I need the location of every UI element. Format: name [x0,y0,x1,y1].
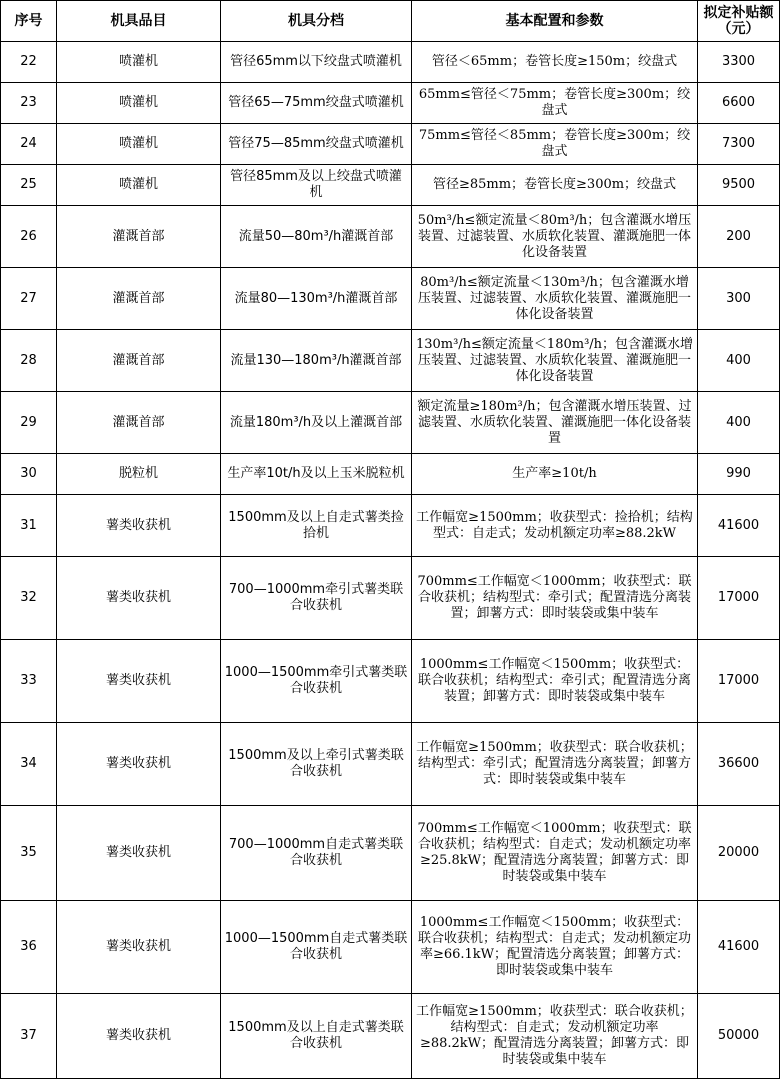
cell-no: 30 [1,454,57,495]
cell-no: 24 [1,124,57,165]
cell-subsidy: 20000 [698,806,780,901]
cell-grade: 管径75—85mm绞盘式喷灌机 [221,124,412,165]
table-row [1,557,780,640]
cell-grade: 1500mm及以上自走式薯类联合收获机 [221,994,412,1079]
cell-subsidy: 7300 [698,124,780,165]
table-row [1,206,780,268]
cell-spec: 工作幅宽≥1500mm；收获型式：联合收获机；结构型式：牵引式；配置清选分离装置；卸薯方式：即时装袋或集中装车 [412,723,698,806]
cell-no: 36 [1,901,57,994]
cell-spec: 额定流量≥180m³/h；包含灌溉水增压装置、过滤装置、水质软化装置、灌溉施肥一体化设备装置 [412,392,698,454]
cell-item: 脱粒机 [57,454,221,495]
cell-grade: 管径65mm以下绞盘式喷灌机 [221,42,412,83]
cell-spec: 50m³/h≤额定流量＜80m³/h；包含灌溉水增压装置、过滤装置、水质软化装置、灌溉施肥一体化设备装置 [412,206,698,268]
cell-grade: 1500mm及以上自走式薯类捡拾机 [221,495,412,557]
cell-grade: 流量50—80m³/h灌溉首部 [221,206,412,268]
table-row [1,901,780,994]
cell-no: 23 [1,83,57,124]
cell-no: 31 [1,495,57,557]
header-subsidy: 拟定补贴额（元） [698,1,780,42]
table-row [1,83,780,124]
cell-item: 喷灌机 [57,42,221,83]
table-row [1,454,780,495]
header-grade: 机具分档 [221,1,412,42]
cell-subsidy: 400 [698,392,780,454]
cell-subsidy: 6600 [698,83,780,124]
cell-subsidy: 41600 [698,901,780,994]
cell-spec: 130m³/h≤额定流量＜180m³/h；包含灌溉水增压装置、过滤装置、水质软化装置、灌溉施肥一体化设备装置 [412,330,698,392]
cell-grade: 700—1000mm牵引式薯类联合收获机 [221,557,412,640]
cell-item: 灌溉首部 [57,206,221,268]
cell-no: 28 [1,330,57,392]
cell-subsidy: 990 [698,454,780,495]
cell-spec: 1000mm≤工作幅宽＜1500mm；收获型式：联合收获机；结构型式：自走式；发动机额定功率≥66.1kW；配置清选分离装置；卸薯方式：即时装袋或集中装车 [412,901,698,994]
table-row [1,42,780,83]
cell-grade: 生产率10t/h及以上玉米脱粒机 [221,454,412,495]
cell-subsidy: 400 [698,330,780,392]
cell-subsidy: 36600 [698,723,780,806]
cell-item: 薯类收获机 [57,806,221,901]
cell-item: 灌溉首部 [57,330,221,392]
cell-item: 薯类收获机 [57,994,221,1079]
cell-spec: 工作幅宽≥1500mm；收获型式：捡拾机；结构型式：自走式；发动机额定功率≥88.2kW [412,495,698,557]
cell-no: 34 [1,723,57,806]
cell-spec: 700mm≤工作幅宽＜1000mm；收获型式：联合收获机；结构型式：自走式；发动机额定功率≥25.8kW；配置清选分离装置；卸薯方式：即时装袋或集中装车 [412,806,698,901]
cell-spec: 700mm≤工作幅宽＜1000mm；收获型式：联合收获机；结构型式：牵引式；配置清选分离装置；卸薯方式：即时装袋或集中装车 [412,557,698,640]
cell-spec: 80m³/h≤额定流量＜130m³/h；包含灌溉水增压装置、过滤装置、水质软化装置、灌溉施肥一体化设备装置 [412,268,698,330]
cell-no: 27 [1,268,57,330]
cell-subsidy: 17000 [698,557,780,640]
cell-no: 22 [1,42,57,83]
table-row [1,994,780,1079]
table-row [1,392,780,454]
cell-grade: 流量130—180m³/h灌溉首部 [221,330,412,392]
cell-grade: 1000—1500mm牵引式薯类联合收获机 [221,640,412,723]
cell-spec: 管径＜65mm；卷管长度≥150m；绞盘式 [412,42,698,83]
cell-grade: 流量180m³/h及以上灌溉首部 [221,392,412,454]
cell-no: 25 [1,165,57,206]
cell-item: 灌溉首部 [57,268,221,330]
cell-item: 薯类收获机 [57,723,221,806]
table-row [1,268,780,330]
cell-item: 薯类收获机 [57,640,221,723]
header-no: 序号 [1,1,57,42]
cell-grade: 管径65—75mm绞盘式喷灌机 [221,83,412,124]
cell-spec: 1000mm≤工作幅宽＜1500mm；收获型式：联合收获机；结构型式：牵引式；配置清选分离装置；卸薯方式：即时装袋或集中装车 [412,640,698,723]
cell-spec: 生产率≥10t/h [412,454,698,495]
cell-item: 喷灌机 [57,124,221,165]
table-row [1,640,780,723]
cell-subsidy: 3300 [698,42,780,83]
cell-subsidy: 50000 [698,994,780,1079]
cell-subsidy: 41600 [698,495,780,557]
cell-item: 薯类收获机 [57,557,221,640]
cell-no: 26 [1,206,57,268]
cell-subsidy: 200 [698,206,780,268]
header-spec: 基本配置和参数 [412,1,698,42]
cell-no: 32 [1,557,57,640]
cell-grade: 1000—1500mm自走式薯类联合收获机 [221,901,412,994]
table-row [1,495,780,557]
cell-no: 33 [1,640,57,723]
table-body [1,42,780,1079]
table-row [1,723,780,806]
cell-grade: 700—1000mm自走式薯类联合收获机 [221,806,412,901]
table-row [1,806,780,901]
cell-item: 薯类收获机 [57,901,221,994]
cell-subsidy: 9500 [698,165,780,206]
cell-item: 喷灌机 [57,83,221,124]
cell-item: 喷灌机 [57,165,221,206]
cell-item: 灌溉首部 [57,392,221,454]
cell-grade: 流量80—130m³/h灌溉首部 [221,268,412,330]
header-row [1,1,780,42]
cell-grade: 管径85mm及以上绞盘式喷灌机 [221,165,412,206]
cell-no: 35 [1,806,57,901]
cell-no: 37 [1,994,57,1079]
cell-subsidy: 17000 [698,640,780,723]
header-item: 机具品目 [57,1,221,42]
cell-no: 29 [1,392,57,454]
cell-item: 薯类收获机 [57,495,221,557]
cell-grade: 1500mm及以上牵引式薯类联合收获机 [221,723,412,806]
table-row [1,330,780,392]
cell-subsidy: 300 [698,268,780,330]
cell-spec: 工作幅宽≥1500mm；收获型式：联合收获机；结构型式：自走式；发动机额定功率≥88.2kW；配置清选分离装置；卸薯方式：即时装袋或集中装车 [412,994,698,1079]
cell-spec: 管径≥85mm；卷管长度≥300m；绞盘式 [412,165,698,206]
table-row [1,165,780,206]
table-row [1,124,780,165]
cell-spec: 65mm≤管径＜75mm；卷管长度≥300m；绞盘式 [412,83,698,124]
cell-spec: 75mm≤管径＜85mm；卷管长度≥300m；绞盘式 [412,124,698,165]
